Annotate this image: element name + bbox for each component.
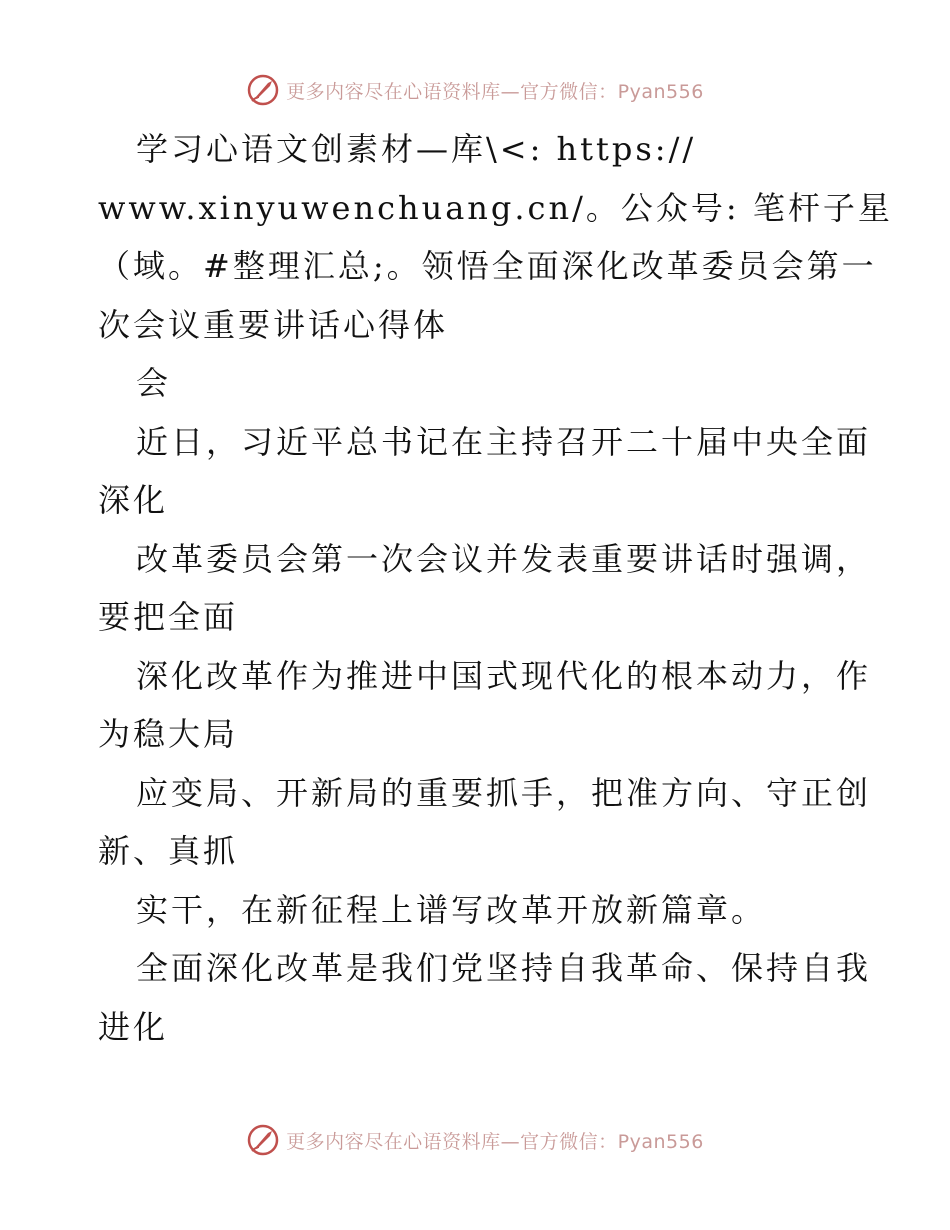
text-line: 深化 [98,481,169,519]
text-line: 要把全面 [98,598,239,636]
text-line: www.xinyuwenchuang.cn/。公众号: 笔杆子星 [98,188,893,227]
text-line: 次会议重要讲话心得体 [98,305,449,344]
text-line: 全面深化改革是我们党坚持自我革命、保持自我 [136,949,872,987]
watermark-text: 更多内容尽在心语资料库—官方微信：Pyan556 [286,80,704,103]
text-line: 进化 [98,1007,169,1046]
footer-watermark [0,1120,950,1160]
text-line: （域。#整理汇总;。领悟全面深化改革委员会第一 [98,247,877,285]
text-line: 改革委员会第一次会议并发表重要讲话时强调， [136,539,872,578]
text-line: 会 [136,364,172,402]
text-line: 深化改革作为推进中国式现代化的根本动力，作 [136,656,872,695]
document-body [98,120,893,1056]
text-line: 为稳大局 [98,715,239,753]
quill-pen-logo-icon [246,73,280,107]
text-line: 新、真抓 [98,832,239,870]
text-line: 实干，在新征程上谱写改革开放新篇章。 [136,890,767,929]
watermark-text: 更多内容尽在心语资料库—官方微信：Pyan556 [286,1130,704,1153]
quill-pen-logo-icon [246,1123,280,1157]
header-watermark [0,70,950,110]
text-line: 学习心语文创素材—库\<: https:// [136,130,697,168]
text-line: 应变局、开新局的重要抓手，把准方向、守正创 [136,773,872,812]
text-line: 近日，习近平总书记在主持召开二十届中央全面 [136,422,872,461]
